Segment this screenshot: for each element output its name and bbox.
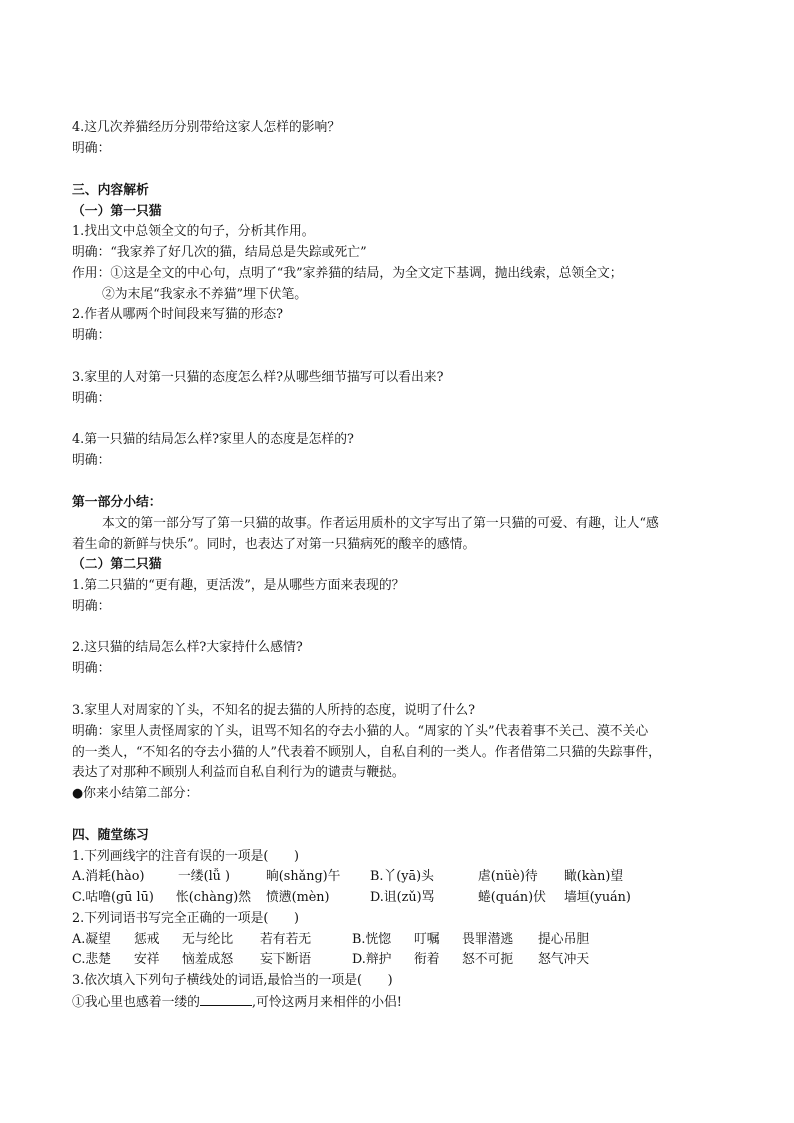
sentence-1-suffix: ,可怜这两月来相伴的小侣!	[251, 995, 402, 1010]
ex2-option-b-1: B.恍惚	[352, 932, 392, 947]
s1-question-1: 1.找出文中总领全文的句子，分析其作用。	[72, 224, 315, 239]
answer-label: 明确：	[72, 141, 111, 156]
ex2-option-a-1: A.凝望	[72, 932, 111, 947]
ex2-option-d-1: D.辩护	[352, 952, 392, 967]
s1-answer-1: 明确：“我家养了好几次的猫，结局总是失踪或死亡”	[72, 245, 367, 260]
exercise-3: 3.依次填入下列句子横线处的词语,最恰当的一项是( )	[72, 973, 393, 988]
s2-answer-3-line-2: 的一类人，“不知名的夺去小猫的人”代表着不顾别人，自私自利的一类人。作者借第二只猫的失踪事件，	[72, 745, 661, 760]
ex2-option-c-3: 恼羞成怒	[182, 952, 234, 967]
s1-answer-4: 明确：	[72, 453, 111, 468]
question-4: 4.这几次养猫经历分别带给这家人怎样的影响？	[72, 120, 341, 135]
ex2-option-d-4: 怒气冲天	[538, 952, 590, 967]
fill-blank	[200, 993, 252, 1006]
s2-question-2: 2.这只猫的结局怎么样?大家持什么感情?	[72, 640, 303, 655]
sentence-1-prefix: ①我心里也感着一缕的	[72, 995, 200, 1010]
s1-question-4: 4.第一只猫的结局怎么样?家里人的态度是怎样的?	[72, 432, 354, 447]
ex1-option-b-2: 虐(nüè)待	[478, 869, 538, 884]
subsection-1-heading: （一）第一只猫	[72, 204, 162, 219]
s2-question-3: 3.家里人对周家的丫头，不知名的捉去猫的人所持的态度，说明了什么?	[72, 703, 475, 718]
ex1-option-d-1: D.诅(zǔ)骂	[370, 890, 435, 905]
ex2-option-a-3: 无与纶比	[182, 932, 234, 947]
s2-question-1: 1.第二只猫的“更有趣，更活泼”，是从哪些方面来表现的？	[72, 578, 405, 593]
ex1-option-d-3: 墙垣(yuán)	[564, 890, 631, 905]
s2-answer-3-line-1: 明确：家里人责怪周家的丫头，诅骂不知名的夺去小猫的人。“周家的丫头”代表着事不关己、漠不关心	[72, 724, 649, 739]
ex2-option-b-4: 提心吊胆	[538, 932, 590, 947]
ex1-option-d-2: 蜷(quán)伏	[478, 890, 546, 905]
part-2-summary-prompt: ●你来小结第二部分：	[72, 786, 199, 801]
ex2-option-c-4: 妄下断语	[260, 952, 312, 967]
exercise-1: 1.下列画线字的注音有误的一项是( )	[72, 849, 299, 864]
ex1-option-a-3: 晌(shǎng)午	[266, 869, 341, 884]
ex1-option-a-1: A.消耗(hào)	[72, 869, 145, 884]
part-1-summary-title: 第一部分小结：	[72, 495, 162, 510]
s2-answer-3-line-3: 表达了对那种不顾别人利益而自私自利行为的谴责与鞭挞。	[72, 765, 405, 780]
ex1-option-a-2: 一缕(lǚ )	[178, 869, 230, 884]
s2-answer-1: 明确：	[72, 599, 111, 614]
s1-answer-2: 明确：	[72, 328, 111, 343]
part-1-summary-line-2: 着生命的新鲜与快乐”。同时，也表达了对第一只猫病死的酸辛的感情。	[72, 537, 476, 552]
ex2-option-c-1: C.悲楚	[72, 952, 111, 967]
s2-answer-2: 明确：	[72, 661, 111, 676]
s1-function-2: ②为末尾“我家永不养猫”埋下伏笔。	[102, 287, 308, 302]
s1-question-3: 3.家里的人对第一只猫的态度怎么样?从哪些细节描写可以看出来?	[72, 370, 444, 385]
ex2-option-a-2: 惩戒	[134, 932, 160, 947]
exercise-2: 2.下列词语书写完全正确的一项是( )	[72, 911, 299, 926]
ex1-option-b-1: B.丫(yā)头	[370, 869, 434, 884]
ex1-option-c-2: 怅(chàng)然	[176, 890, 252, 905]
ex2-option-c-2: 安祥	[134, 952, 160, 967]
exercise-3-sentence-1	[72, 993, 402, 1012]
ex2-option-d-2: 衔着	[414, 952, 440, 967]
ex2-option-a-4: 若有若无	[260, 932, 312, 947]
ex1-option-c-3: 愤懑(mèn)	[266, 890, 330, 905]
ex1-option-b-3: 瞰(kàn)望	[564, 869, 624, 884]
part-1-summary-line-1: 本文的第一部分写了第一只猫的故事。作者运用质朴的文字写出了第一只猫的可爱、有趣，让人“感	[102, 516, 659, 531]
s1-question-2: 2.作者从哪两个时间段来写猫的形态?	[72, 307, 284, 322]
ex2-option-b-2: 叮嘱	[414, 932, 440, 947]
section-3-heading: 三、内容解析	[72, 183, 149, 198]
s1-function-1: 作用：①这是全文的中心句，点明了“我”家养猫的结局，为全文定下基调，抛出线索，总领全文；	[72, 266, 623, 281]
ex2-option-d-3: 怒不可扼	[462, 952, 514, 967]
section-4-heading: 四、随堂练习	[72, 828, 149, 843]
s1-answer-3: 明确：	[72, 391, 111, 406]
ex2-option-b-3: 畏罪潜逃	[462, 932, 514, 947]
ex1-option-c-1: C.咕噜(gū lū)	[72, 890, 154, 905]
subsection-2-heading: （二）第二只猫	[72, 557, 162, 572]
